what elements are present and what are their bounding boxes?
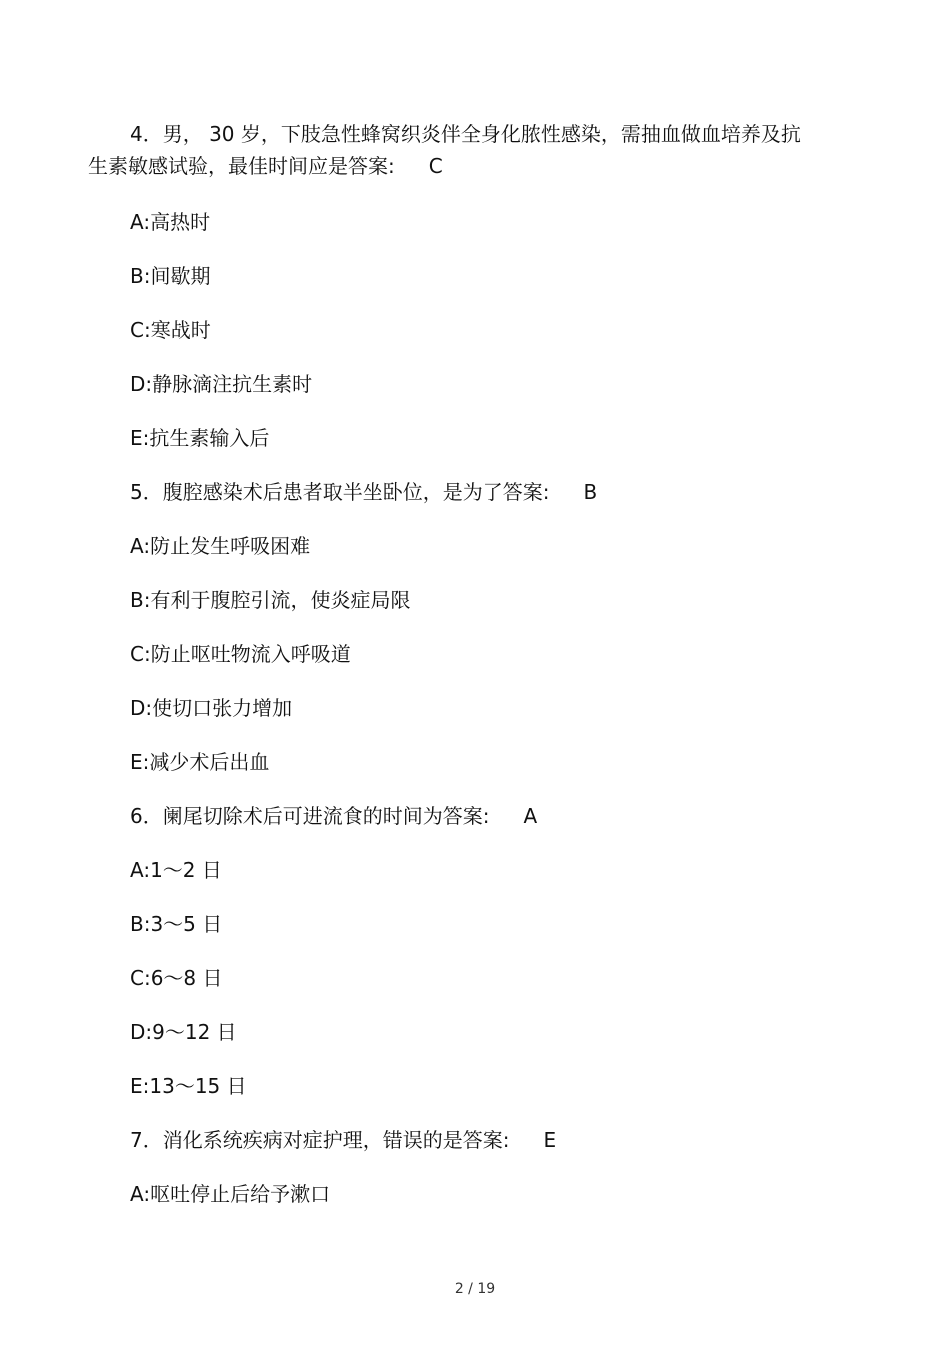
question-7-option-a: A:呕吐停止后给予漱口 bbox=[130, 1182, 331, 1206]
question-5-option-b: B:有利于腹腔引流，使炎症局限 bbox=[130, 588, 411, 612]
question-6-option-d: D:9～12 日 bbox=[130, 1020, 237, 1044]
question-6-stem bbox=[130, 800, 537, 832]
question-4-answer: C bbox=[428, 154, 443, 178]
question-6-stem-text: 6．阑尾切除术后可进流食的时间为答案: bbox=[130, 804, 490, 828]
question-5-stem bbox=[130, 476, 597, 508]
question-4-option-b: B:间歇期 bbox=[130, 264, 211, 288]
question-5-stem-text: 5．腹腔感染术后患者取半坐卧位，是为了答案: bbox=[130, 480, 550, 504]
question-4-option-d: D:静脉滴注抗生素时 bbox=[130, 372, 313, 396]
question-6-answer: A bbox=[523, 804, 538, 828]
question-4-option-c: C:寒战时 bbox=[130, 318, 211, 342]
question-6-option-e: E:13～15 日 bbox=[130, 1074, 247, 1098]
question-4-stem-line2 bbox=[88, 150, 443, 182]
question-5-option-d: D:使切口张力增加 bbox=[130, 696, 293, 720]
question-4-stem-line1: 4．男， 30 岁，下肢急性蜂窝织炎伴全身化脓性感染，需抽血做血培养及抗 bbox=[130, 122, 801, 146]
question-6-option-b: B:3～5 日 bbox=[130, 912, 223, 936]
question-7-answer: E bbox=[543, 1128, 557, 1152]
question-5-option-a: A:防止发生呼吸困难 bbox=[130, 534, 311, 558]
question-5-option-e: E:减少术后出血 bbox=[130, 750, 270, 774]
question-4-stem-text: 生素敏感试验，最佳时间应是答案: bbox=[88, 154, 395, 178]
question-4-option-a: A:高热时 bbox=[130, 210, 211, 234]
question-6-option-c: C:6～8 日 bbox=[130, 966, 223, 990]
page-indicator: 2 / 19 bbox=[454, 1281, 496, 1297]
question-7-stem bbox=[130, 1124, 556, 1156]
question-5-answer: B bbox=[583, 480, 598, 504]
question-7-stem-text: 7．消化系统疾病对症护理，错误的是答案: bbox=[130, 1128, 510, 1152]
question-5-option-c: C:防止呕吐物流入呼吸道 bbox=[130, 642, 351, 666]
question-6-option-a: A:1～2 日 bbox=[130, 858, 222, 882]
question-4-option-e: E:抗生素输入后 bbox=[130, 426, 270, 450]
